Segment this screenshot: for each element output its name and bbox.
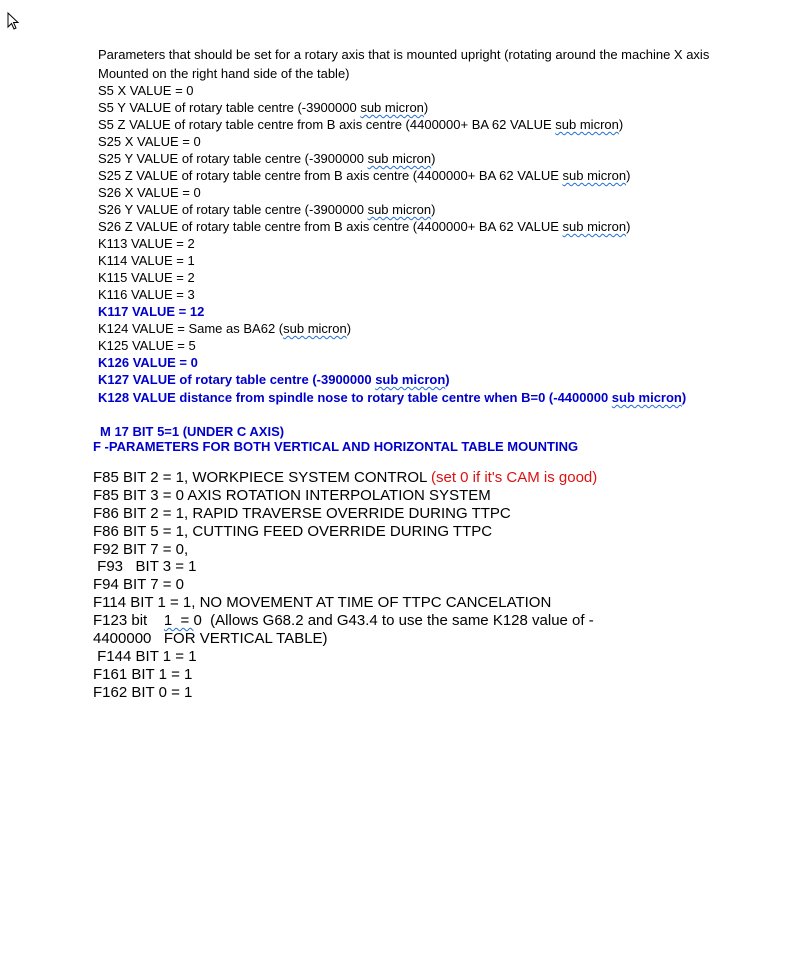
k127-line: K127 VALUE of rotary table centre (-3900000 sub micron) <box>98 372 450 387</box>
s5-y-line: S5 Y VALUE of rotary table centre (-3900000 sub micron) <box>98 100 429 115</box>
f123-line-continued: 4400000 FOR VERTICAL TABLE) <box>93 630 328 647</box>
s25-z-line: S25 Z VALUE of rotary table centre from B axis centre (4400000+ BA 62 VALUE sub micron) <box>98 168 631 183</box>
f123-line: F123 bit 1 = 0 (Allows G68.2 and G43.4 to use the same K128 value of - <box>93 612 594 629</box>
s5-x-line: S5 X VALUE = 0 <box>98 83 194 98</box>
k128-line: K128 VALUE distance from spindle nose to rotary table centre when B=0 (-4400000 sub micron) <box>98 390 687 405</box>
f86-bit5-line: F86 BIT 5 = 1, CUTTING FEED OVERRIDE DURING TTPC <box>93 523 493 540</box>
cam-note: (set 0 if it's CAM is good) <box>431 469 598 486</box>
f85-bit2-line: F85 BIT 2 = 1, WORKPIECE SYSTEM CONTROL (set 0 if it's CAM is good) <box>93 469 598 486</box>
f161-line: F161 BIT 1 = 1 <box>93 666 193 683</box>
m17-line: M 17 BIT 5=1 (UNDER C AXIS) <box>100 424 285 439</box>
k117-line: K117 VALUE = 12 <box>98 304 205 319</box>
f144-line: F144 BIT 1 = 1 <box>93 648 197 665</box>
s25-x-line: S25 X VALUE = 0 <box>98 134 201 149</box>
f94-line: F94 BIT 7 = 0 <box>93 576 185 593</box>
s26-z-line: S26 Z VALUE of rotary table centre from B axis centre (4400000+ BA 62 VALUE sub micron) <box>98 219 631 234</box>
f93-line: F93 BIT 3 = 1 <box>93 558 197 575</box>
s5-z-line: S5 Z VALUE of rotary table centre from B axis centre (4400000+ BA 62 VALUE sub micron) <box>98 117 624 132</box>
k116-line: K116 VALUE = 3 <box>98 287 195 302</box>
f86-bit2-line: F86 BIT 2 = 1, RAPID TRAVERSE OVERRIDE DURING TTPC <box>93 505 511 522</box>
mouse-pointer-icon <box>7 12 23 32</box>
intro-line-2: Mounted on the right hand side of the table) <box>98 66 350 81</box>
f162-line: F162 BIT 0 = 1 <box>93 684 193 701</box>
k113-line: K113 VALUE = 2 <box>98 236 195 251</box>
intro-line-1: Parameters that should be set for a rotary axis that is mounted upright (rotating around the machine X axis <box>98 47 710 62</box>
f92-line: F92 BIT 7 = 0, <box>93 541 189 558</box>
k124-line: K124 VALUE = Same as BA62 (sub micron) <box>98 321 352 336</box>
f114-line: F114 BIT 1 = 1, NO MOVEMENT AT TIME OF TTPC CANCELATION <box>93 594 552 611</box>
k126-line: K126 VALUE = 0 <box>98 355 198 370</box>
s26-x-line: S26 X VALUE = 0 <box>98 185 201 200</box>
k125-line: K125 VALUE = 5 <box>98 338 196 353</box>
k115-line: K115 VALUE = 2 <box>98 270 195 285</box>
s26-y-line: S26 Y VALUE of rotary table centre (-3900000 sub micron) <box>98 202 436 217</box>
f-parameters-heading: F -PARAMETERS FOR BOTH VERTICAL AND HORIZONTAL TABLE MOUNTING <box>93 439 579 454</box>
k114-line: K114 VALUE = 1 <box>98 253 195 268</box>
s25-y-line: S25 Y VALUE of rotary table centre (-3900000 sub micron) <box>98 151 436 166</box>
f85-bit3-line: F85 BIT 3 = 0 AXIS ROTATION INTERPOLATION SYSTEM <box>93 487 491 504</box>
